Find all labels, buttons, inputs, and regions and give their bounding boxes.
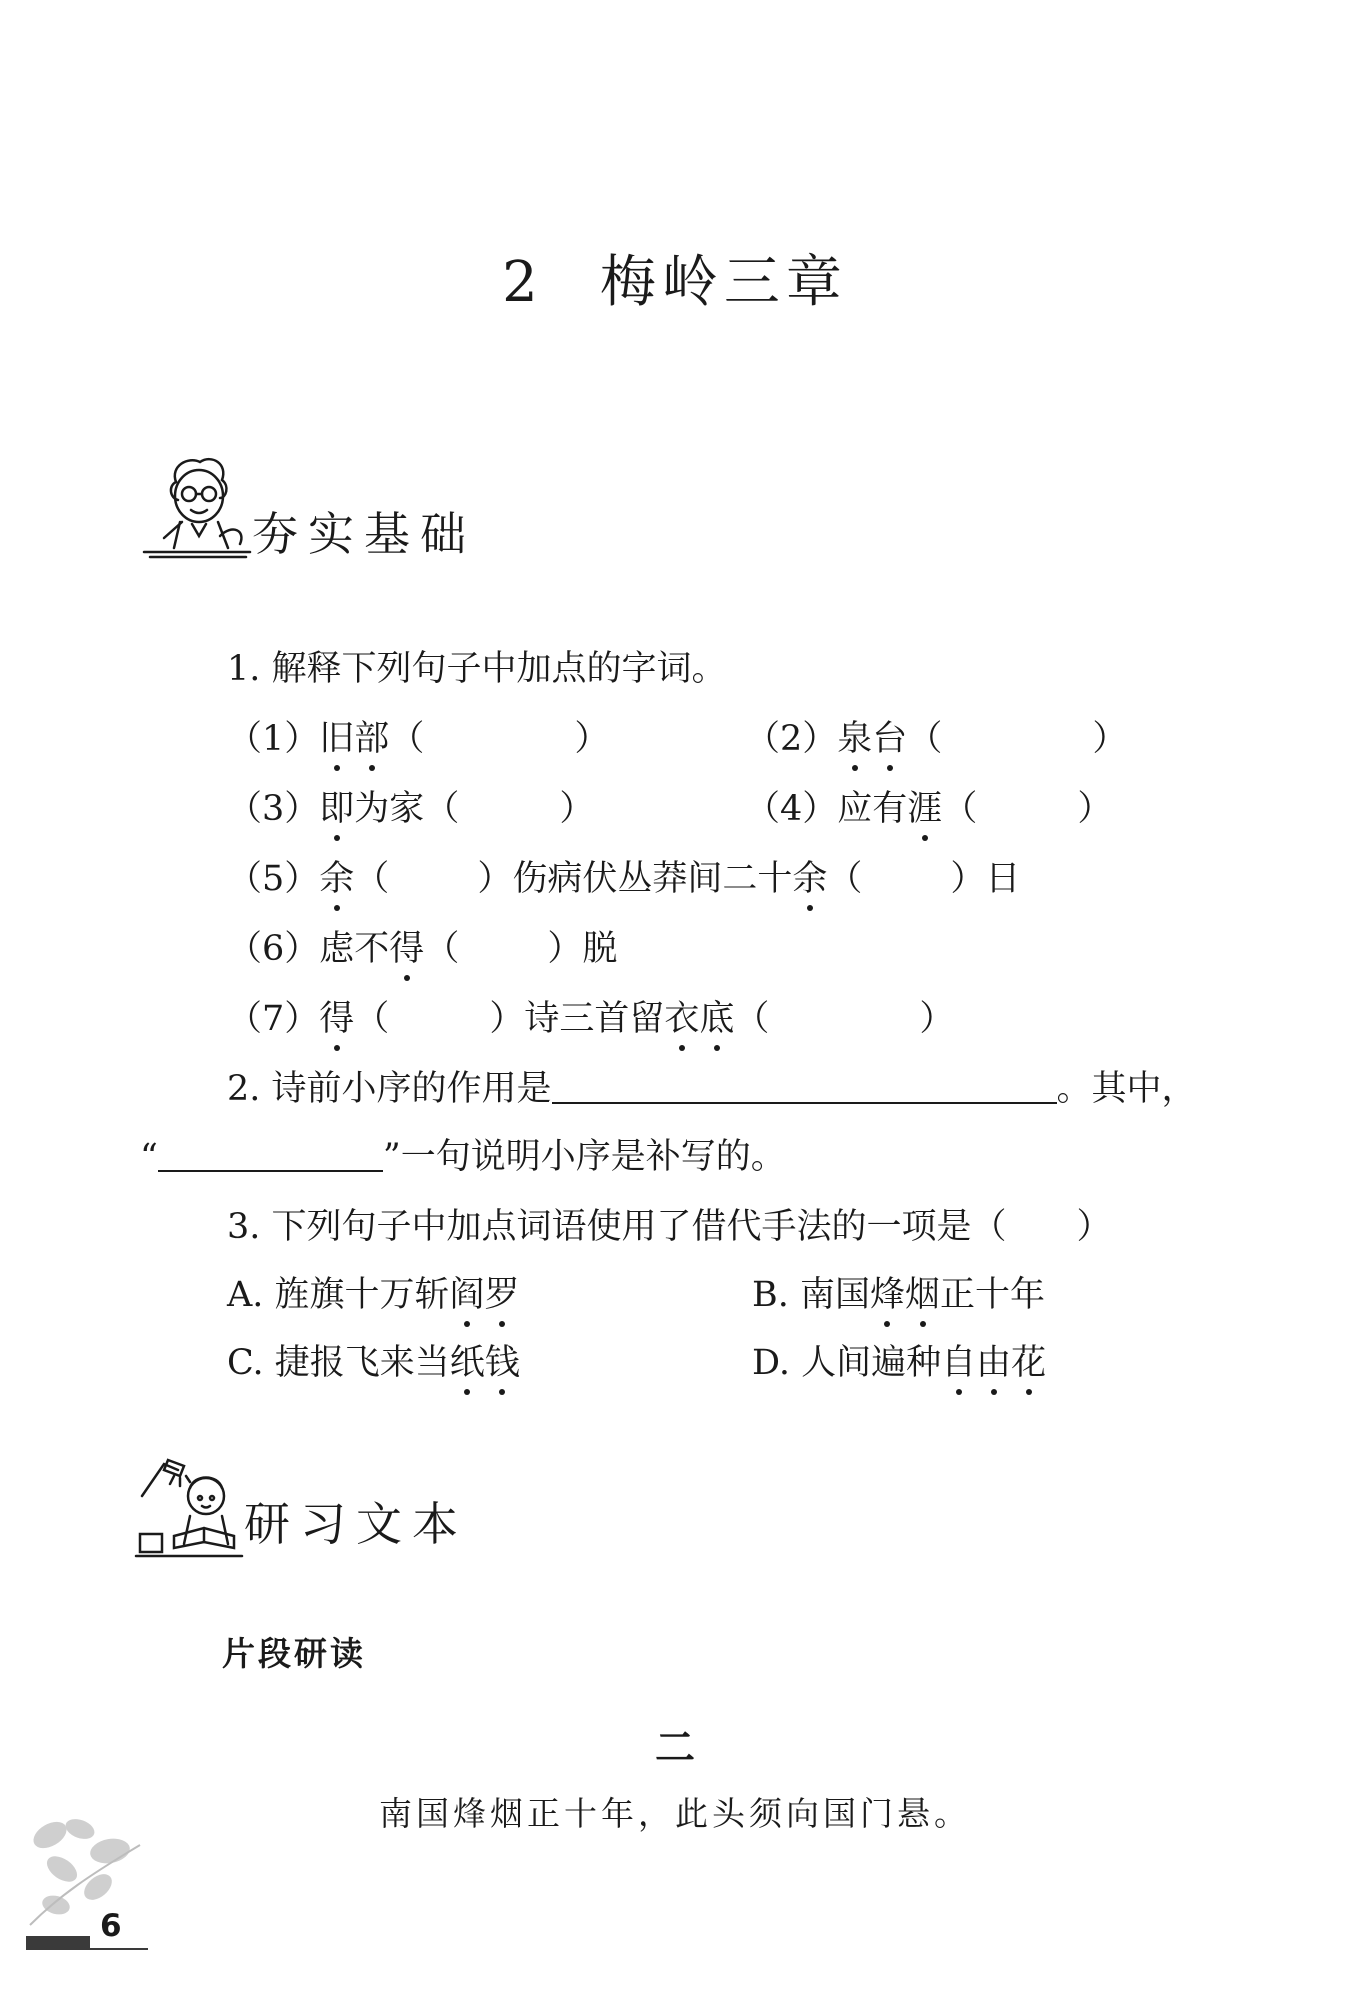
- question-3-stem: 3. 下列句子中加点词语使用了借代手法的一项是（ ）: [227, 1207, 1112, 1247]
- q1-item-1: （1）旧部（ ）: [227, 719, 610, 759]
- dotted-word: 泉台: [837, 719, 908, 759]
- question-2-line-1: 2. 诗前小序的作用是 。其中，: [227, 1069, 1197, 1109]
- page-number-bar: [26, 1936, 90, 1950]
- section-heading-text-study: 研习文本: [244, 1497, 468, 1551]
- dotted-word: 纸钱: [449, 1343, 520, 1383]
- q1-item-7: （7）得（ ）诗三首留衣底（ ）: [227, 999, 955, 1039]
- q1-item-6: （6）虑不得（ ）脱: [227, 929, 618, 969]
- dotted-word: 得: [389, 929, 425, 969]
- section-heading-foundation: 夯实基础: [252, 507, 476, 561]
- dotted-word: 余: [792, 859, 828, 899]
- q3-option-d[interactable]: D. 人间遍种自由花: [752, 1343, 1047, 1383]
- dotted-word: 阎罗: [449, 1275, 520, 1315]
- poem-number: 二: [655, 1725, 695, 1771]
- q1-item-5: （5）余（ ）伤病伏丛莽间二十余（ ）日: [227, 859, 1021, 899]
- teacher-with-glasses-icon: [142, 452, 252, 562]
- dotted-word: 涯: [907, 789, 943, 829]
- dotted-word: 得: [319, 999, 355, 1039]
- q3-option-b[interactable]: B. 南国烽烟正十年: [752, 1275, 1046, 1315]
- dotted-word: 余: [319, 859, 355, 899]
- q3-option-c[interactable]: C. 捷报飞来当纸钱: [227, 1343, 520, 1383]
- page-number: 6: [100, 1908, 122, 1944]
- student-reading-at-desk-icon: [134, 1452, 244, 1562]
- question-2-line-2: “ ”一句说明小序是补写的。: [140, 1137, 786, 1177]
- lesson-number: 2: [502, 250, 544, 315]
- dotted-word: 即: [319, 789, 355, 829]
- q1-item-4: （4）应有涯（ ）: [745, 789, 1113, 829]
- lesson-title: 梅岭三章: [599, 250, 848, 315]
- subheading-excerpt-reading: 片段研读: [222, 1634, 366, 1673]
- page-title: [0, 238, 1350, 318]
- q3-option-a[interactable]: A. 旌旗十万斩阎罗: [227, 1275, 520, 1315]
- poem-line-1: 南国烽烟正十年，此头须向国门悬。: [379, 1794, 971, 1833]
- q1-item-2: （2）泉台（ ）: [745, 719, 1128, 759]
- dotted-word: 烽烟: [869, 1275, 941, 1315]
- answer-blank[interactable]: [158, 1140, 383, 1172]
- q1-item-3: （3）即为家（ ）: [227, 789, 595, 829]
- question-1-stem: 1. 解释下列句子中加点的字词。: [227, 649, 727, 689]
- answer-blank[interactable]: [552, 1072, 1057, 1104]
- dotted-word: 旧部: [319, 719, 390, 759]
- dotted-word: 自由花: [941, 1343, 1047, 1383]
- page-number-rule: [90, 1948, 148, 1950]
- leaves-decoration-icon: [20, 1805, 150, 1935]
- dotted-word: 衣底: [664, 999, 735, 1039]
